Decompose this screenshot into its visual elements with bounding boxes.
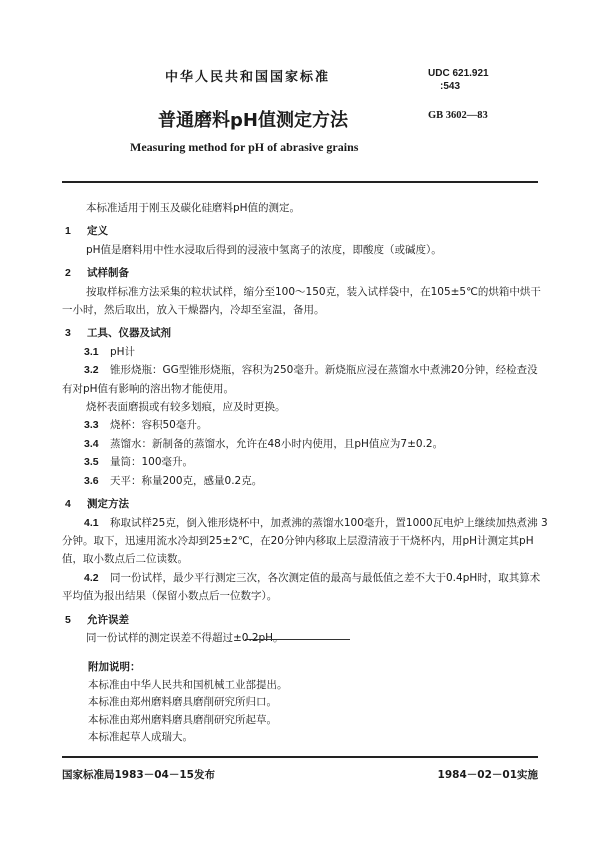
item-text: 量筒：100毫升。 xyxy=(110,456,194,469)
item-number: 3.4 xyxy=(84,437,99,450)
item-3-6 xyxy=(62,472,540,490)
section-number: 4 xyxy=(65,498,71,511)
udc-number-suffix: :543 xyxy=(440,81,461,92)
item-number: 3.6 xyxy=(84,474,99,487)
section-title: 工具、仪器及试剂 xyxy=(87,327,171,340)
section-3-heading xyxy=(62,324,540,342)
section-title: 定义 xyxy=(87,225,108,238)
item-text: pH计 xyxy=(110,345,136,358)
item-text: 锥形烧瓶：GG型锥形烧瓶，容积为250毫升。新烧瓶应浸在蒸馏水中煮沸20分钟，经检查没 xyxy=(110,364,538,377)
item-4-1-line: 分钟。取下，迅速用流水冷却到25±2℃，在20分钟内移取上层澄清液于干烧杯内，用pH计测定其pH xyxy=(62,534,534,547)
document-body xyxy=(62,199,548,647)
note-line: 本标准由郑州磨料磨具磨削研究所归口。 xyxy=(88,696,277,708)
section-number: 2 xyxy=(65,267,71,280)
item-number: 3.2 xyxy=(84,364,99,377)
item-text: 称取试样25克，倒入锥形烧杯中，加煮沸的蒸馏水100毫升，置1000瓦电炉上继续加热煮沸 3 xyxy=(110,516,548,529)
section-2-line: 按取样标准方法采集的粒状试样，缩分至100～150克，装入试样袋中，在105±5℃的烘箱中烘干 xyxy=(86,285,541,298)
additional-notes xyxy=(88,659,288,747)
item-text: 天平：称量200克，感量0.2克。 xyxy=(110,474,263,487)
issue-date: 国家标准局1983－04－15发布 xyxy=(62,769,215,781)
item-4-1 xyxy=(62,514,548,532)
item-3-2 xyxy=(62,361,540,379)
section-title: 试样制备 xyxy=(87,267,129,280)
item-number: 4.1 xyxy=(84,516,99,529)
item-3-1 xyxy=(62,343,540,361)
section-4-heading xyxy=(62,495,540,513)
section-1-heading xyxy=(62,222,540,240)
note-line: 本标准起草人成瑞大。 xyxy=(88,731,193,743)
note-line: 本标准由中华人民共和国机械工业部提出。 xyxy=(88,678,288,691)
end-of-text-line xyxy=(245,639,350,640)
section-number: 3 xyxy=(65,327,71,340)
section-2-heading xyxy=(62,264,540,282)
section-2-line: 一小时，然后取出，放入干燥器内，冷却至室温，备用。 xyxy=(62,304,325,317)
notes-heading: 附加说明： xyxy=(88,661,141,673)
item-3-2-line: 有对pH值有影响的溶出物才能使用。 xyxy=(62,382,235,395)
item-3-2-line: 烧杯表面磨损或有较多划痕，应及时更换。 xyxy=(86,401,286,414)
note-line: 本标准由郑州磨料磨具磨削研究所起草。 xyxy=(88,713,277,726)
intro-paragraph: 本标准适用于刚玉及碳化硅磨料pH值的测定。 xyxy=(86,202,301,214)
header-divider xyxy=(62,181,538,183)
item-4-1-line: 值，取小数点后二位读数。 xyxy=(62,553,188,566)
item-3-4 xyxy=(62,435,540,453)
item-number: 4.2 xyxy=(84,571,99,584)
national-standard-heading: 中华人民共和国国家标准 xyxy=(165,70,331,85)
item-3-3 xyxy=(62,416,540,434)
udc-number: UDC 621.921 xyxy=(428,68,489,79)
footer-divider xyxy=(62,756,538,758)
section-number: 5 xyxy=(65,613,71,626)
item-number: 3.1 xyxy=(84,345,99,358)
item-3-5 xyxy=(62,453,540,471)
section-title: 允许误差 xyxy=(87,613,129,626)
section-title: 测定方法 xyxy=(87,498,129,511)
item-number: 3.3 xyxy=(84,419,99,432)
section-1-text: pH值是磨料用中性水浸取后得到的浸液中氢离子的浓度，即酸度（或碱度）。 xyxy=(86,243,442,256)
standard-number: GB 3602—83 xyxy=(428,110,488,121)
effective-date: 1984－02－01实施 xyxy=(437,769,538,781)
document-title: 普通磨料pH值测定方法 xyxy=(158,110,348,131)
item-4-2-line: 平均值为报出结果（保留小数点后一位数字）。 xyxy=(62,590,278,603)
item-number: 3.5 xyxy=(84,456,99,469)
section-5-text: 同一份试样的测定误差不得超过±0.2pH。 xyxy=(86,631,284,644)
section-number: 1 xyxy=(65,225,71,238)
item-4-2 xyxy=(62,569,540,587)
english-title: Measuring method for pH of abrasive grains xyxy=(130,140,359,154)
item-text: 蒸馏水：新制备的蒸馏水，允许在48小时内使用，且pH值应为7±0.2。 xyxy=(110,437,444,450)
item-text: 同一份试样，最少平行测定三次，各次测定值的最高与最低值之差不大于0.4pH时，取其算术 xyxy=(110,571,541,584)
section-5-heading xyxy=(62,611,540,629)
item-text: 烧杯：容积50毫升。 xyxy=(110,419,208,432)
